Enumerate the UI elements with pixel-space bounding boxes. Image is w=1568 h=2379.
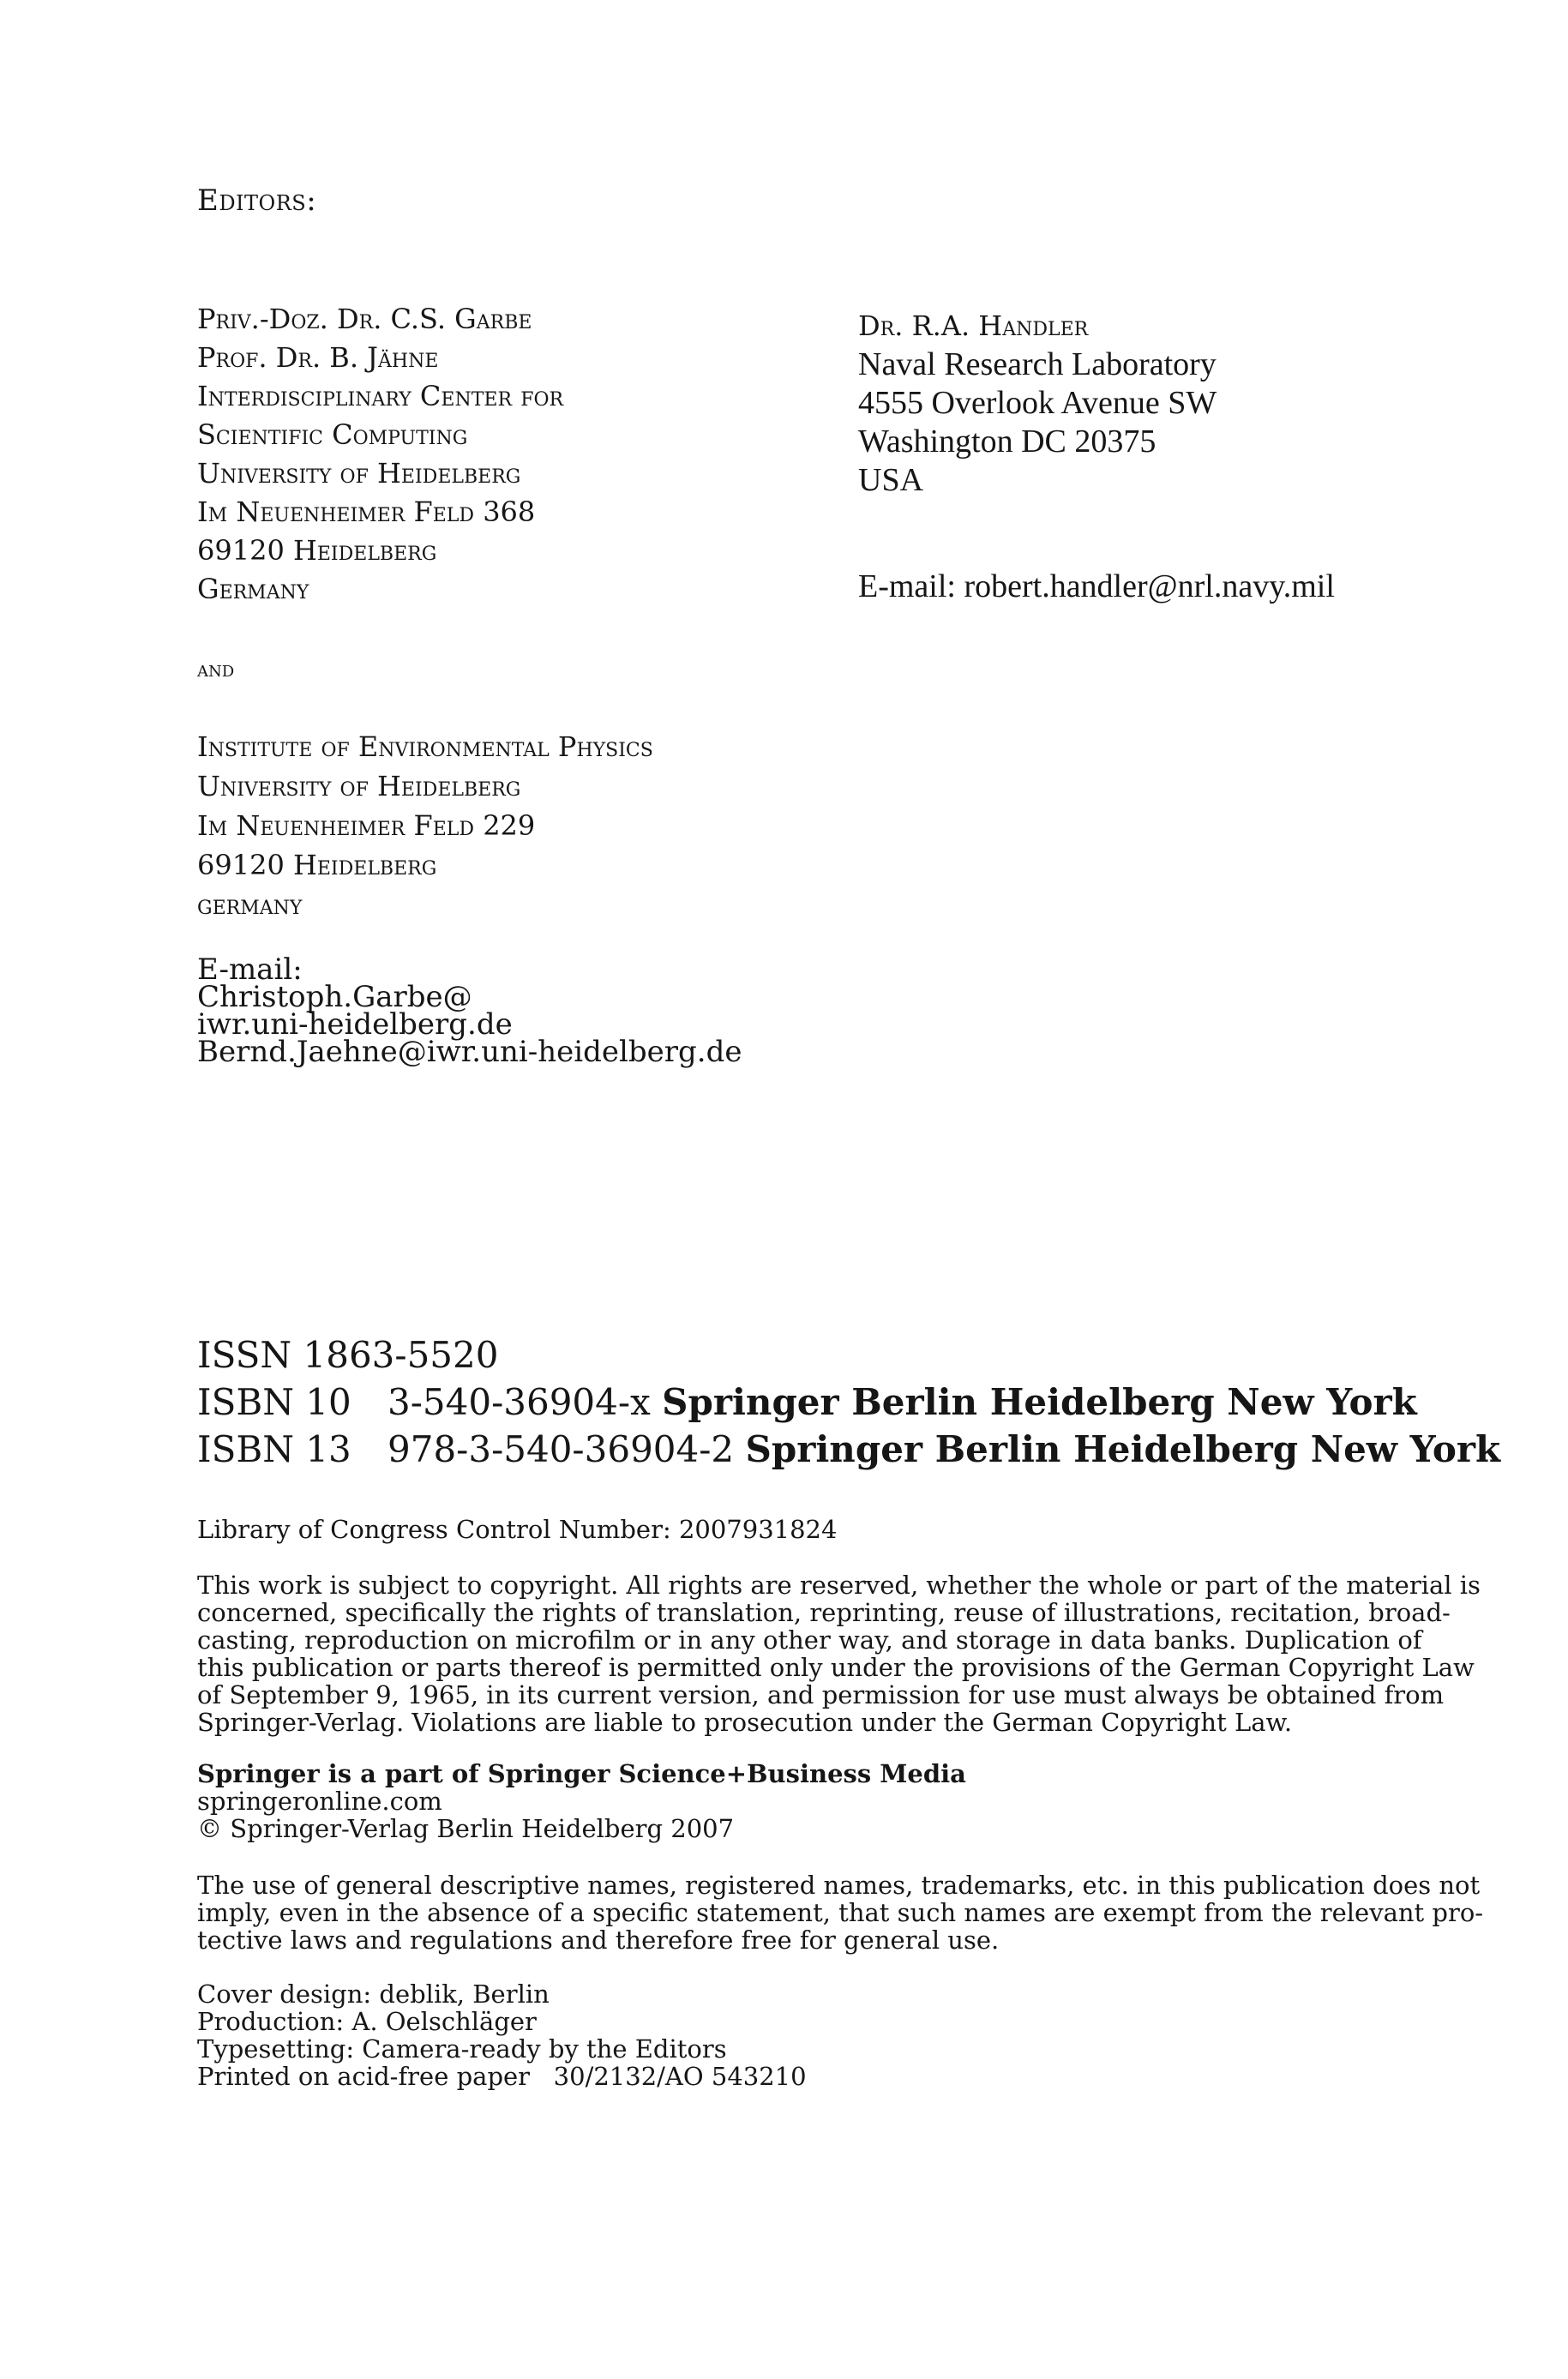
springer-copyright: © Springer-Verlag Berlin Heidelberg 2007 [197,1814,735,1843]
copyright-notice [197,1571,1481,1737]
address-line: 69120 Heidelberg [197,849,437,881]
address-line: 4555 Overlook Avenue SW [858,385,1217,421]
address-line: Scientific Computing [197,418,468,451]
use-line: The use of general descriptive names, registered names, trademarks, etc. in this publication does not [197,1871,1481,1900]
address-line: 69120 Heidelberg [197,534,437,567]
address-line: Germany [197,573,309,605]
address-line: Im Neuenheimer Feld 229 [197,809,536,842]
isbn13-number: 978-3-540-36904-2 [387,1428,735,1470]
address-line: Im Neuenheimer Feld 368 [197,496,536,528]
handler-email: E-mail: robert.handler@nrl.navy.mil [858,568,1335,604]
use-notice [197,1871,1484,1955]
address-line: USA [858,462,924,498]
address-line: University of Heidelberg [197,770,521,802]
address-line: Interdisciplinary Center for [197,380,564,412]
email-line: iwr.uni-heidelberg.de [197,1007,513,1042]
isbn13-publisher: Springer Berlin Heidelberg New York [745,1428,1501,1470]
springer-website: springeronline.com [197,1787,442,1816]
issn: ISSN 1863-5520 [197,1334,499,1376]
address-line: Naval Research Laboratory [858,346,1217,382]
copyright-line: of September 9, 1965, in its current version, and permission for use must always be obtained from [197,1680,1445,1709]
credit-production: Production: A. Oelschläger [197,2007,537,2036]
isbn10-label: ISBN 10 [197,1381,351,1423]
email-label: E-mail: [197,952,303,987]
isbn10-number: 3-540-36904-x [387,1381,651,1423]
left-email-block [197,952,742,1069]
isbn13-row [197,1426,1500,1473]
editor-jaehne: Prof. Dr. B. Jähne [197,341,439,374]
right-editor-address [858,307,1217,500]
springer-block [197,1760,1415,1842]
editors-heading: Editors: [197,183,317,218]
isbn13-label: ISBN 13 [197,1428,351,1470]
email-line: Bernd.Jaehne@iwr.uni-heidelberg.de [197,1035,742,1069]
credit-typesetting: Typesetting: Camera-ready by the Editors [197,2034,727,2064]
isbn10-row [197,1379,1500,1426]
copyright-line: This work is subject to copyright. All rights are reserved, whether the whole or part of the material is [197,1571,1481,1600]
use-line: tective laws and regulations and therefore free for general use. [197,1925,1000,1955]
identifiers-block [197,1331,1500,1473]
credit-paper: Printed on acid-free paper 30/2132/AO 543210 [197,2062,807,2091]
copyright-line: casting, reproduction on microfilm or in any other way, and storage in data banks. Duplication of [197,1625,1422,1655]
editor-garbe: Priv.-Doz. Dr. C.S. Garbe [197,303,532,335]
copyright-line: this publication or parts thereof is permitted only under the provisions of the German Copyright Law [197,1653,1475,1682]
credits-block [197,1980,1415,2090]
address-line: University of Heidelberg [197,457,521,490]
credit-cover: Cover design: deblik, Berlin [197,1979,550,2009]
editor-handler: Dr. R.A. Handler [858,309,1089,342]
lccn: Library of Congress Control Number: 2007931824 [197,1515,838,1544]
copyright-line: Springer-Verlag. Violations are liable to prosecution under the German Copyright Law. [197,1708,1293,1737]
address-line: Washington DC 20375 [858,424,1156,460]
isbn10-publisher: Springer Berlin Heidelberg New York [662,1381,1417,1423]
use-line: imply, even in the absence of a specific statement, that such names are exempt from the relevant pro- [197,1898,1484,1927]
institute-address [197,727,653,924]
email-line: Christoph.Garbe@ [197,980,472,1014]
copyright-line: concerned, specifically the rights of translation, reprinting, reuse of illustrations, recitation, broad- [197,1598,1451,1627]
and-connector: and [197,657,235,682]
left-editors-address [197,300,563,609]
address-line: germany [197,888,303,921]
address-line: Institute of Environmental Physics [197,730,653,763]
springer-statement: Springer is a part of Springer Science+Business Media [197,1759,966,1788]
